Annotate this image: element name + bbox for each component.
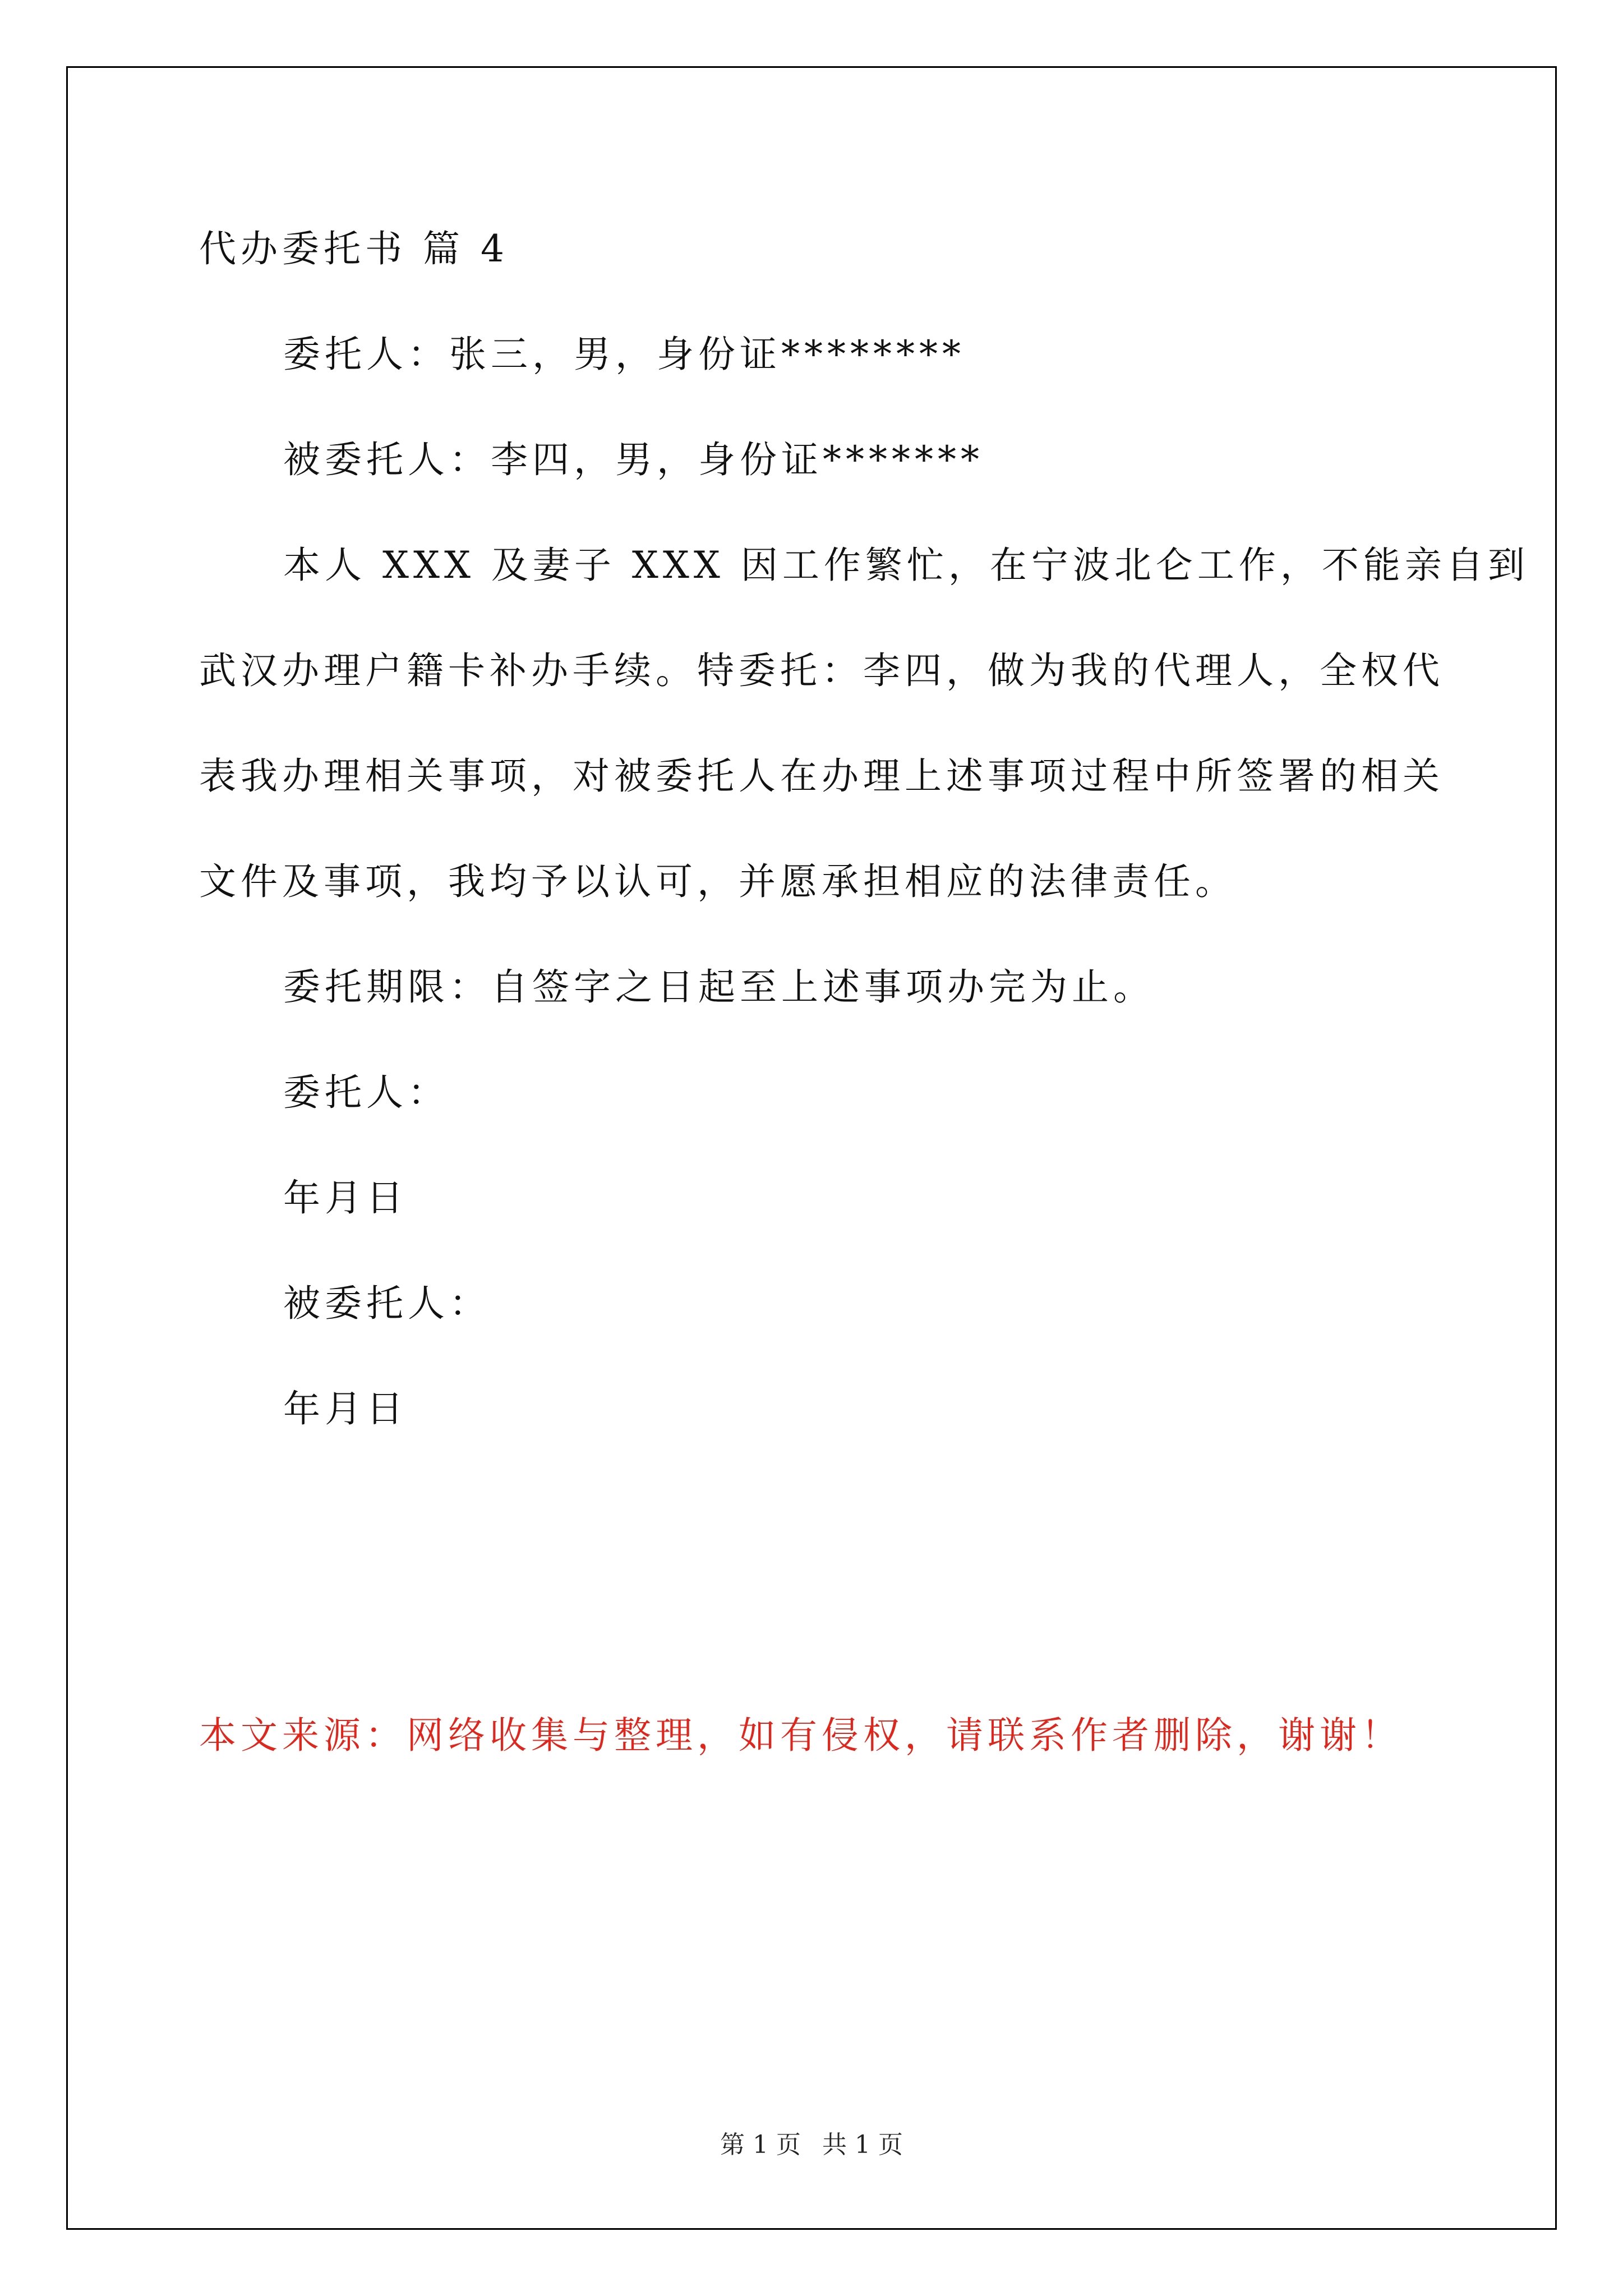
body-line-4: 文件及事项，我均予以认可，并愿承担相应的法律责任。 [199, 860, 1237, 903]
body-line-1: 本人 XXX 及妻子 XXX 因工作繁忙，在宁波北仑工作，不能亲自到 [283, 544, 1529, 587]
page-total: 共 1 页 [822, 2131, 903, 2159]
term-line: 委托期限：自签字之日起至上述事项办完为止。 [283, 965, 1155, 1009]
principal-line: 委托人：张三，男，身份证******** [283, 333, 965, 376]
agent-date-label: 年月日 [283, 1387, 408, 1430]
agent-signature-label: 被委托人： [283, 1282, 491, 1325]
source-note: 本文来源：网络收集与整理，如有侵权，请联系作者删除，谢谢！ [199, 1714, 1403, 1757]
principal-signature-label: 委托人： [283, 1071, 449, 1114]
agent-line: 被委托人：李四，男，身份证******* [283, 438, 984, 481]
document-title: 代办委托书 篇 4 [199, 227, 509, 270]
principal-date-label: 年月日 [283, 1176, 408, 1220]
page-number: 第 1 页 [720, 2131, 801, 2159]
page-border [66, 66, 1557, 2230]
body-line-2: 武汉办理户籍卡补办手续。特委托：李四，做为我的代理人，全权代 [199, 649, 1444, 692]
body-line-3: 表我办理相关事项，对被委托人在办理上述事项过程中所签署的相关 [199, 754, 1444, 798]
page-footer [0, 2124, 1623, 2160]
